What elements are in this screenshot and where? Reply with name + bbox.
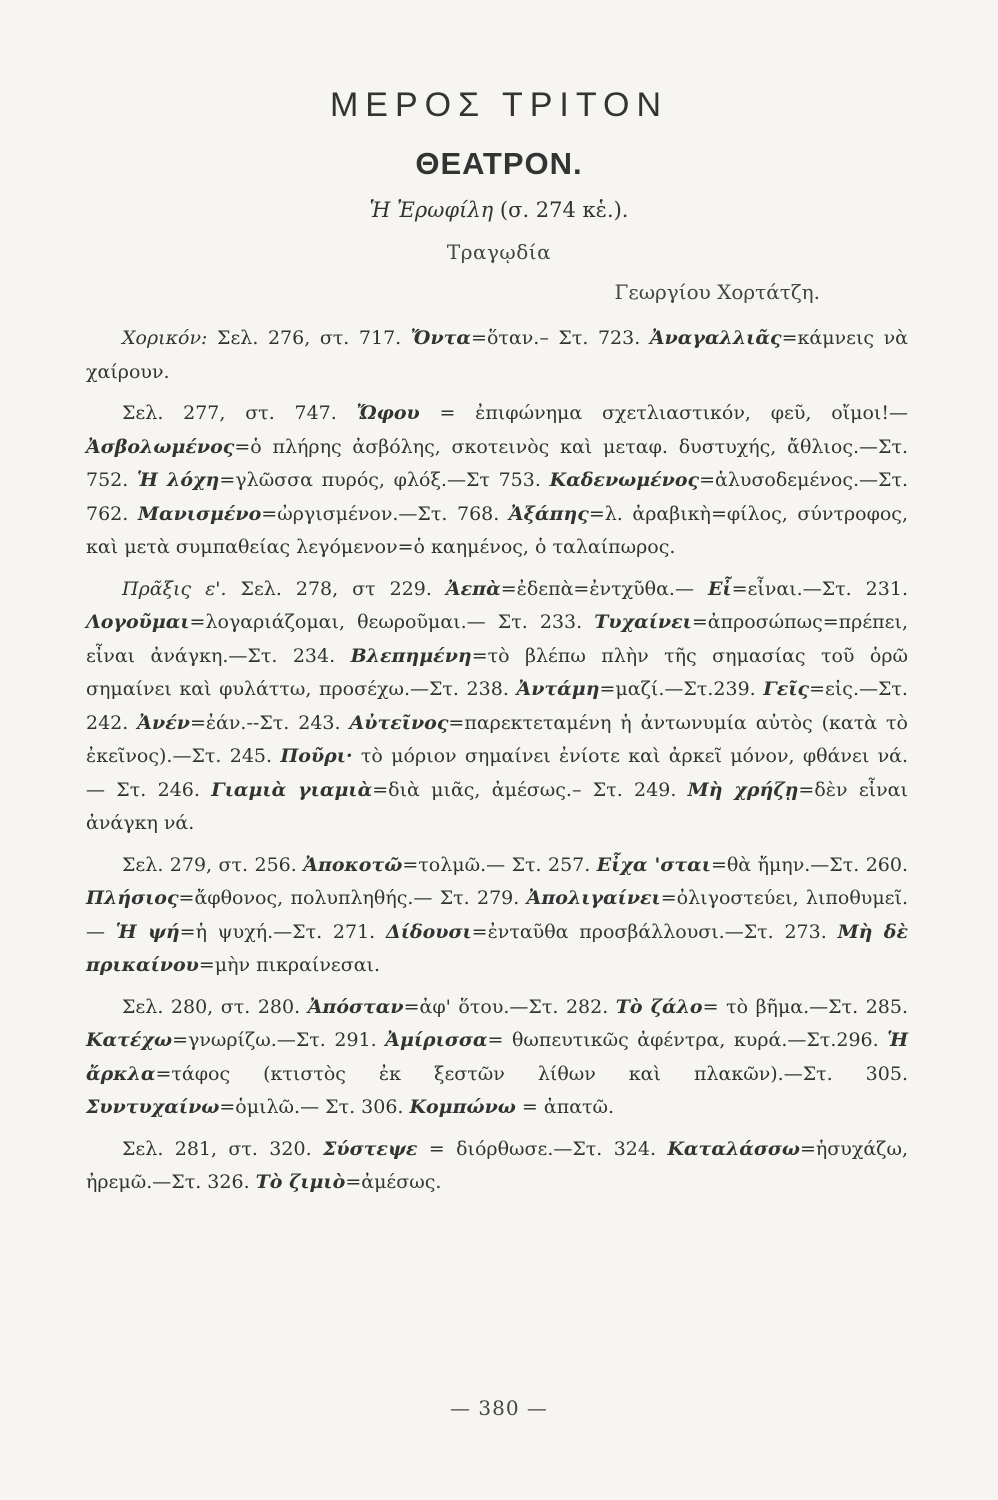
glossary-paragraph — [86, 573, 908, 841]
glossary-term: Ἀξάπης — [508, 502, 589, 525]
work-title-name: Ἡ Ἐρωφίλη — [369, 198, 494, 222]
glossary-term: Ἡ ἄρκλα — [86, 1029, 908, 1085]
glossary-body — [86, 322, 908, 1208]
glossary-text: =ἡσυχάζω, ἠρεμῶ.—Στ. 326. — [86, 1137, 908, 1193]
glossary-term: Ὤφου — [356, 402, 420, 424]
glossary-text: =ὠργισμένον.—Στ. 768. — [261, 502, 509, 525]
glossary-text: = ἀπατῶ. — [515, 1096, 615, 1118]
glossary-term: Ἀνέν — [137, 711, 190, 734]
glossary-paragraph — [86, 322, 908, 389]
glossary-term: Ὄντα — [410, 327, 472, 349]
glossary-text: =τολμῶ.— Στ. 257. — [402, 853, 597, 876]
glossary-term: Κομπώνω — [409, 1096, 516, 1118]
glossary-text: =διὰ μιᾶς, ἀμέσως.– Στ. 249. — [372, 778, 688, 801]
glossary-text: =ἐάν.--Στ. 243. — [189, 711, 350, 734]
glossary-text: =γνωρίζω.—Στ. 291. — [172, 1029, 386, 1051]
glossary-term: Ἀναγαλλιᾶς — [649, 327, 782, 349]
glossary-term: Ἀπολιγαίνει — [526, 887, 661, 909]
glossary-term: Τὸ ζάλο — [615, 995, 703, 1018]
glossary-term: Ἀπόσταν — [307, 995, 404, 1018]
glossary-text: =ὁ πλήρης ἀσβόλης, σκοτεινὸς καὶ μεταφ. δυστυχής, ἄθλιος.—Στ. 752. — [86, 435, 908, 491]
section-label: Χορικόν: — [122, 327, 218, 349]
glossary-text: =εἶναι.—Στ. 231. — [731, 577, 908, 600]
glossary-text: =λογαριάζομαι, θεωροῦμαι.— Στ. 233. — [189, 611, 595, 633]
glossary-text: = τὸ βῆμα.—Στ. 285. — [702, 995, 908, 1018]
glossary-term: Λογοῦμαι — [86, 611, 190, 633]
glossary-term: Ποῦρι· — [280, 745, 353, 767]
section-title: ΘΕΑΤΡΟΝ. — [415, 146, 583, 181]
glossary-text: =θὰ ἤμην.—Στ. 260. — [710, 853, 908, 876]
glossary-text: =ἀμέσως. — [345, 1171, 442, 1193]
glossary-term: Καταλάσσω — [667, 1137, 800, 1160]
glossary-term: Γιαμιὰ γιαμιὰ — [211, 778, 373, 801]
glossary-text: Σελ. 281, στ. 320. — [122, 1137, 323, 1160]
glossary-term: Τυχαίνει — [594, 611, 692, 633]
glossary-text: =ἐνταῦθα προσβάλλουσι.—Στ. 273. — [471, 920, 838, 943]
glossary-term: Βλεπημένη — [350, 644, 472, 667]
glossary-text: Σελ. 276, στ. 717. — [217, 327, 411, 349]
glossary-term: Ἡ λόχη — [137, 469, 220, 491]
glossary-term: Κατέχω — [86, 1029, 173, 1051]
glossary-text: Σελ. 277, στ. 747. — [122, 402, 357, 424]
glossary-text: =ὅταν.– Στ. 723. — [471, 327, 650, 349]
glossary-text: =μὴν πικραίνεσαι. — [198, 954, 381, 976]
glossary-text: =κάμνεις νὰ χαίρουν. — [86, 327, 908, 383]
glossary-term: Σύστεψε — [323, 1137, 418, 1160]
glossary-term: Ἀποκοτῶ — [303, 853, 403, 876]
glossary-text: =ἀπροσώπως=πρέπει, εἶναι ἀνάγκη.—Στ. 234. — [86, 611, 908, 667]
genre-label: Τραγῳδία — [446, 240, 552, 264]
glossary-term: Γεῖς — [763, 678, 810, 700]
glossary-text: Σελ. 280, στ. 280. — [122, 995, 308, 1018]
glossary-paragraph — [86, 991, 908, 1125]
section-label: Πρᾶξις ε'. — [122, 577, 241, 600]
glossary-term: Δίδουσι — [386, 920, 472, 943]
glossary-text: = θωπευτικῶς ἀφέντρα, κυρά.—Στ.296. — [487, 1029, 888, 1051]
part-title: ΜΕΡΟΣ ΤΡΙΤΟΝ — [329, 86, 669, 124]
glossary-text: =ἁλυσοδεμένος.—Στ. 762. — [86, 469, 908, 525]
glossary-text: =ἡ ψυχή.—Στ. 271. — [179, 920, 386, 943]
glossary-text: =ὁμιλῶ.— Στ. 306. — [219, 1096, 410, 1118]
glossary-term: Ἀσβολωμένος — [86, 435, 235, 458]
glossary-text: =μαζί.—Στ.239. — [599, 678, 764, 700]
glossary-term: Ἀεπὰ — [445, 577, 501, 600]
glossary-term: Τὸ ζιμιὸ — [255, 1171, 346, 1193]
glossary-term: Καδενωμένος — [549, 469, 700, 491]
glossary-paragraph — [86, 1133, 908, 1200]
glossary-text: Σελ. 278, στ 229. — [240, 577, 446, 600]
glossary-text: =τὸ βλέπω πλὴν τῆς σημασίας τοῦ ὁρῶ σημαίνει καὶ φυλάττω, προσέχω.—Στ. 238. — [86, 644, 909, 700]
glossary-text: =ἀφ' ὅτου.—Στ. 282. — [403, 995, 616, 1018]
glossary-text: = διόρθωσε.—Στ. 324. — [417, 1137, 668, 1160]
glossary-term: Μὴ δὲ πρικαίνου — [86, 920, 908, 976]
glossary-text: =δὲν εἶναι ἀνάγκη νά. — [86, 778, 908, 834]
glossary-text: =λ. ἀραβικὴ=φίλος, σύντροφος, καὶ μετὰ συμπαθείας λεγόμενον=ὁ καημένος, ὁ ταλαίπωρος. — [86, 502, 908, 558]
glossary-text: τὸ μόριον σημαίνει ἐνίοτε καὶ ἀρκεῖ μόνον, φθάνει νά. — Στ. 246. — [86, 745, 908, 801]
glossary-text: =ἐδεπὰ=ἐντχῦθα.— — [500, 577, 708, 600]
glossary-text: Σελ. 279, στ. 256. — [122, 853, 304, 876]
glossary-text: =τάφος (κτιστὸς ἐκ ξεστῶν λίθων καὶ πλακῶν).—Στ. 305. — [155, 1062, 908, 1085]
author-name: Γεωργίου Χορτάτζη. — [614, 280, 820, 304]
glossary-term: Εἶ — [707, 577, 732, 600]
glossary-text: =εἰς.—Στ. 242. — [86, 678, 908, 734]
glossary-term: Μὴ χρήζῃ — [687, 778, 799, 801]
work-title — [0, 198, 998, 222]
page-number: — 380 — — [450, 1396, 548, 1420]
glossary-term: Ἀμίρισσα — [385, 1029, 488, 1051]
glossary-term: Ἀντάμη — [516, 678, 600, 700]
glossary-term: Εἶχα 'σται — [596, 853, 711, 876]
glossary-term: Αὐτεῖνος — [349, 711, 449, 734]
glossary-text: =ὀλιγοστεύει, λιποθυμεῖ.— — [86, 887, 909, 943]
glossary-text: =γλῶσσα πυρός, φλόξ.—Στ 753. — [219, 469, 550, 491]
glossary-text: = ἐπιφώνημα σχετλιαστικόν, φεῦ, οἴμοι!— — [419, 402, 908, 424]
glossary-text: =ἄφθονος, πολυπληθής.— Στ. 279. — [178, 887, 527, 909]
glossary-term: Ἡ ψή — [115, 920, 180, 943]
work-title-reference: (σ. 274 κἑ.). — [493, 198, 629, 222]
glossary-term: Πλήσιος — [86, 887, 179, 909]
glossary-paragraph — [86, 849, 908, 983]
glossary-term: Συντυχαίνω — [86, 1096, 220, 1118]
glossary-paragraph — [86, 397, 908, 565]
glossary-term: Μανισμένο — [137, 502, 262, 525]
glossary-text: =παρεκτεταμένη ἡ ἀντωνυμία αὐτὸς (κατὰ τὸ ἐκεῖνος).—Στ. 245. — [86, 711, 908, 767]
